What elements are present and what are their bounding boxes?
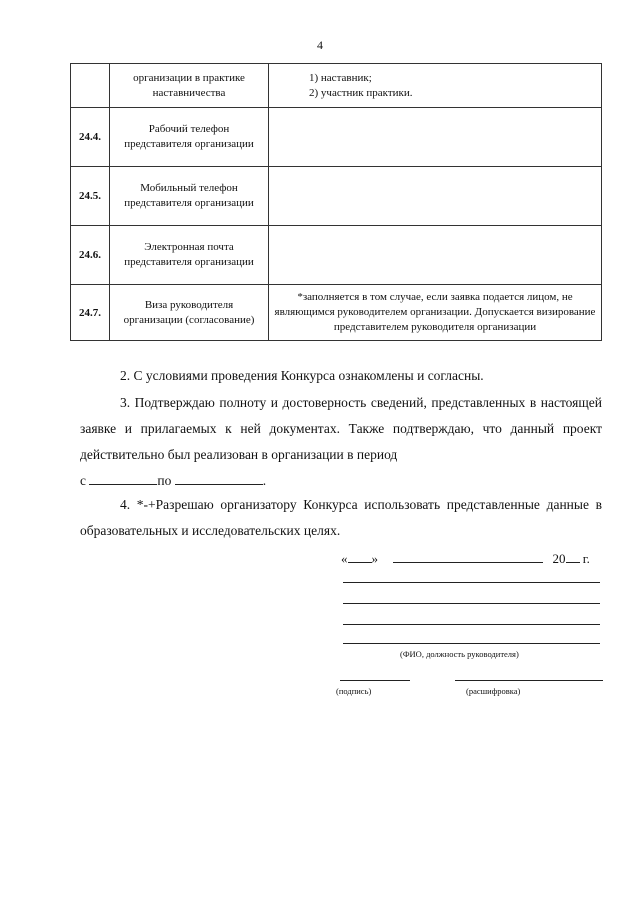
quote-open: «	[341, 551, 348, 566]
month-field[interactable]	[393, 548, 543, 563]
year-field[interactable]	[566, 548, 580, 563]
row-number	[71, 64, 110, 108]
visa-field[interactable]	[269, 285, 602, 341]
application-form-table	[70, 63, 602, 341]
year-prefix: 20	[552, 551, 566, 566]
period-to-label: по	[157, 473, 172, 488]
year-suffix: г.	[582, 551, 590, 566]
paragraph-3-text: 3. Подтверждаю полноту и достоверность сведений, представленных в настоящей заявке и прилагаемых к ней документах. Также подтверждаю, что данный проект действительно был реализован в организации в период	[80, 395, 602, 462]
table-row	[71, 64, 602, 108]
page-number: 4	[317, 38, 323, 52]
row-value[interactable]	[269, 64, 602, 108]
row-label: Рабочий телефон представителя организации	[110, 108, 269, 167]
table-row	[71, 108, 602, 167]
table-row	[71, 226, 602, 285]
table-row	[71, 285, 602, 341]
row-label: Мобильный телефон представителя организации	[110, 167, 269, 226]
row-number: 24.4.	[71, 108, 110, 167]
visa-note: *заполняется в том случае, если заявка подается лицом, не являющимся руководителем организации. Допускается визирование представителем руководителя организации	[274, 291, 596, 333]
fio-line[interactable]	[343, 624, 600, 625]
period-end: .	[262, 473, 267, 488]
signature-line[interactable]	[340, 680, 410, 681]
paragraph-4: 4. *-+Разрешаю организатору Конкурса использовать представленные данные в образовательных и исследовательских целях.	[80, 497, 602, 538]
decode-caption: (расшифровка)	[466, 686, 521, 696]
fio-line[interactable]	[343, 582, 600, 583]
table-row	[71, 167, 602, 226]
decode-line[interactable]	[455, 680, 603, 681]
period-line	[40, 468, 266, 494]
signature-caption: (подпись)	[336, 686, 372, 696]
date-line	[341, 548, 590, 567]
mobile-phone-field[interactable]	[269, 167, 602, 226]
work-phone-field[interactable]	[269, 108, 602, 167]
fio-caption: (ФИО, должность руководителя)	[400, 649, 519, 659]
row-number: 24.6.	[71, 226, 110, 285]
row-label: Электронная почта представителя организации	[110, 226, 269, 285]
fio-line[interactable]	[343, 603, 600, 604]
row-number: 24.5.	[71, 167, 110, 226]
period-from-label: с	[80, 473, 86, 488]
quote-close: »	[371, 551, 378, 566]
period-to-field[interactable]	[175, 470, 263, 485]
period-from-field[interactable]	[89, 470, 157, 485]
row-label: Виза руководителя организации (согласование)	[110, 285, 269, 341]
row-label: организации в практике наставничества	[110, 64, 269, 108]
row-number: 24.7.	[71, 285, 110, 341]
option-participant: 2) участник практики.	[309, 86, 413, 99]
day-field[interactable]	[348, 548, 372, 563]
paragraph-2: 2. С условиями проведения Конкурса ознакомлены и согласны.	[120, 368, 484, 383]
option-mentor: 1) наставник;	[309, 71, 372, 84]
paragraph-3	[80, 390, 602, 494]
email-field[interactable]	[269, 226, 602, 285]
fio-line[interactable]	[343, 643, 600, 644]
